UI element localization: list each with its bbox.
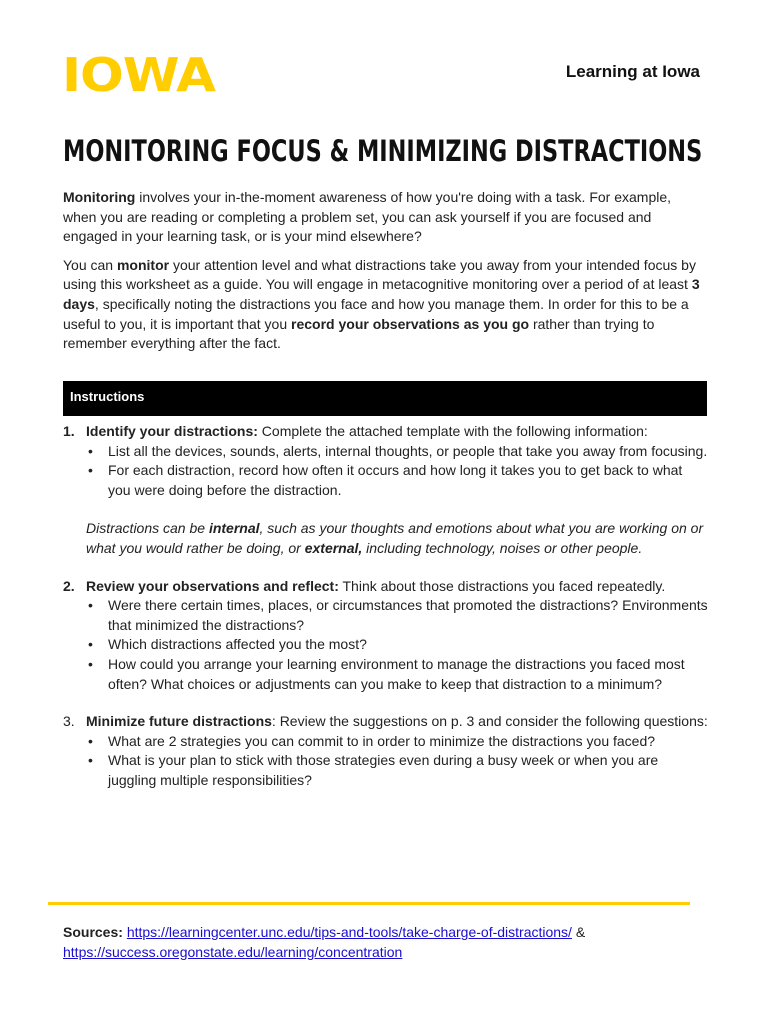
source-link-unc[interactable]: https://learningcenter.unc.edu/tips-and-tools/take-charge-of-distractions/ (126, 924, 572, 940)
list-item-text: Were there certain times, places, or circumstances that promoted the distractions? Environments that minimized the distractions? (108, 597, 708, 633)
step-number: 1. (63, 423, 75, 439)
bullet-glyph: • (88, 732, 93, 749)
step-text: : Review the suggestions on p. 3 and consider the following questions: (271, 713, 708, 730)
iowa-logo: IOWA (62, 48, 215, 102)
bold-term: record your observations as you go (291, 315, 530, 332)
intro-paragraph-1 (63, 188, 708, 247)
bold-term: external, (304, 539, 363, 556)
list-item-text: List all the devices, sounds, alerts, internal thoughts, or people that take you away from focusing. (108, 442, 708, 459)
step-number: 3. (63, 713, 75, 730)
step-3 (63, 712, 708, 790)
sources-label: Sources: (63, 924, 123, 940)
text-run: , specifically noting the distractions you face and how you manage them. In order for this to be a useful to you, it is important that you (63, 295, 689, 332)
distraction-types-note (86, 519, 708, 558)
bullet-glyph: • (88, 636, 93, 653)
list-item (86, 655, 708, 694)
step-text: Think about those distractions you faced repeatedly. (338, 577, 666, 594)
text-run: your attention level and what distractions take you away from your intended focus by using this worksheet as a guide. You will engage in metacognitive monitoring over a period of at least (63, 256, 696, 293)
list-item-text: What are 2 strategies you can commit to in order to minimize the distractions you faced? (108, 732, 656, 749)
step-bullets (86, 596, 708, 694)
ampersand: & (571, 924, 586, 940)
list-item (86, 732, 708, 752)
step-1 (63, 422, 708, 559)
intro-section (63, 188, 708, 363)
list-item-text: For each distraction, record how often it occurs and how long it takes you to get back to what you were doing before the distraction. (108, 462, 683, 498)
instructions-header-bar: Instructions (63, 381, 707, 416)
text-run: , such as your thoughts and emotions about what you are working on or what you would rather be doing, or (86, 520, 704, 556)
bold-term: monitor (116, 256, 170, 273)
gold-divider (48, 902, 690, 905)
step-number: 2. (63, 577, 75, 594)
step-lead: Minimize future distractions (86, 713, 272, 730)
list-item (86, 596, 708, 635)
text-run: including technology, noises or other people. (362, 539, 643, 556)
bullet-glyph: • (88, 442, 93, 459)
sources-section (63, 923, 708, 962)
instructions-list (63, 422, 708, 809)
source-link-oregonstate[interactable]: https://success.oregonstate.edu/learning/concentration (63, 943, 403, 960)
bullet-glyph: • (88, 462, 93, 479)
list-item (86, 751, 708, 790)
step-lead: Review your observations and reflect: (86, 577, 339, 594)
list-item (86, 442, 708, 462)
step-bullets (86, 442, 708, 501)
bold-term: internal (208, 520, 260, 537)
text-run: You can (63, 256, 117, 273)
intro-paragraph-2 (63, 256, 708, 354)
step-2 (63, 577, 708, 695)
step-bullets (86, 732, 708, 791)
bold-term: 3 days (63, 276, 700, 312)
bold-term: Monitoring (63, 189, 136, 205)
list-item-text: Which distractions affected you the most? (108, 636, 367, 653)
list-item-text: What is your plan to stick with those strategies even during a busy week or when you are juggling multiple responsibilities? (108, 752, 659, 788)
step-lead: Identify your distractions: (86, 423, 258, 439)
list-item-text: How could you arrange your learning environment to manage the distractions you faced most often? What choices or adjustments can you make to keep that distraction to a minimum? (108, 655, 685, 692)
bullet-glyph: • (88, 655, 93, 672)
list-item (86, 461, 708, 500)
text-run: rather than trying to remember everything after the fact. (63, 315, 655, 352)
text-run: Distractions can be (86, 520, 209, 537)
step-text: Complete the attached template with the following information: (257, 423, 648, 439)
page-title: MONITORING FOCUS & MINIMIZING DISTRACTIONS (63, 134, 703, 168)
bullet-glyph: • (88, 752, 93, 769)
list-item (86, 635, 708, 655)
text-run: involves your in-the-moment awareness of how you're doing with a task. For example, when you are reading or completing a problem set, you can ask yourself if you are focused and engaged in your learning task, or is your mind elsewhere? (63, 189, 672, 245)
unit-name: Learning at Iowa (565, 62, 700, 81)
bullet-glyph: • (88, 597, 93, 614)
